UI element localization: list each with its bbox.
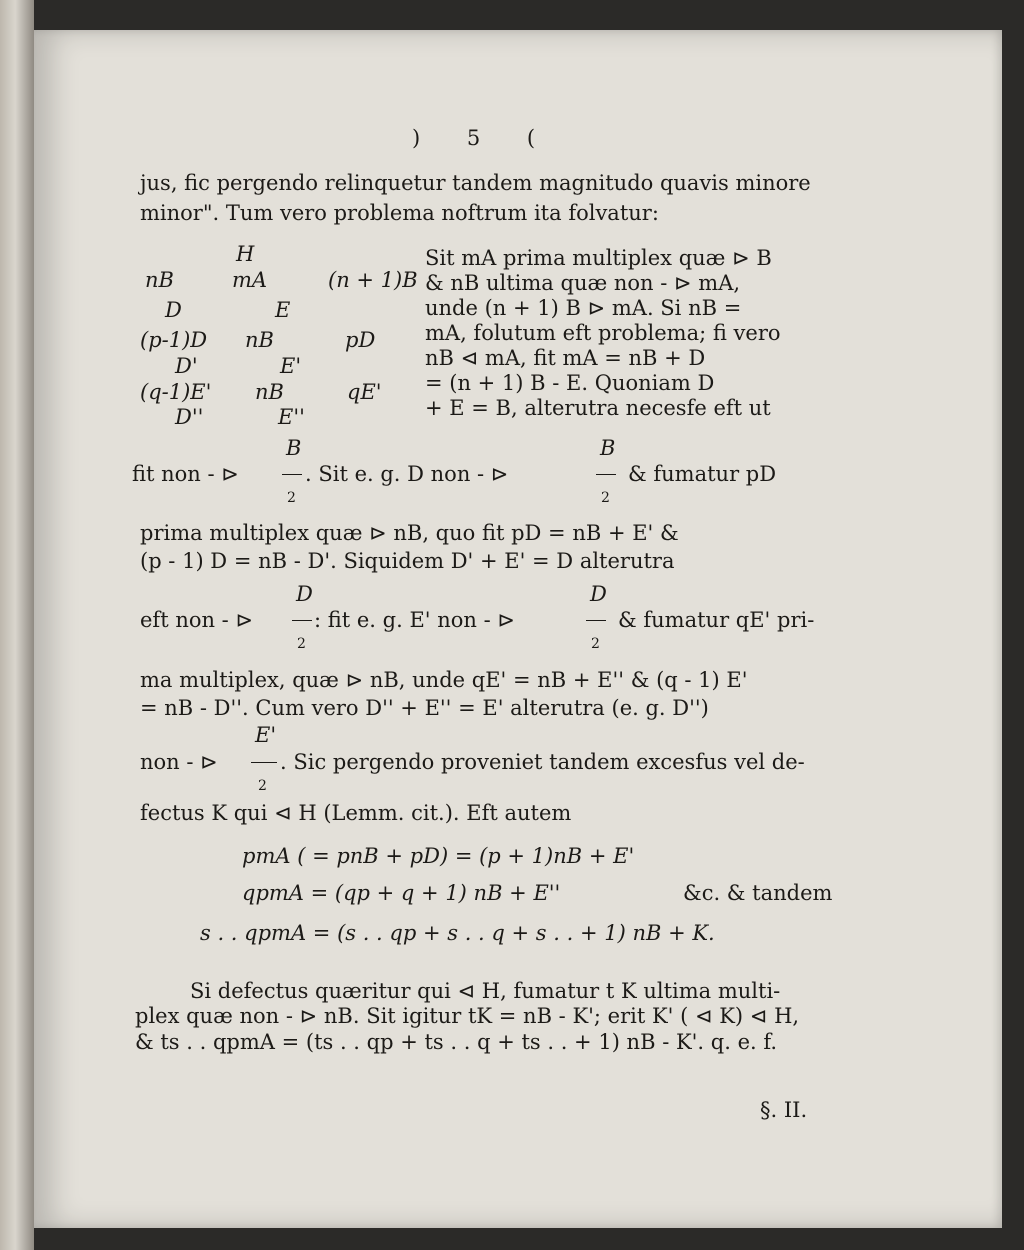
- diagram-label: H: [236, 242, 255, 266]
- fraction-bar: [586, 620, 606, 621]
- text-line: fit non - ⊳: [132, 462, 239, 486]
- diagram-label: E': [280, 354, 302, 378]
- text-line: unde (n + 1) B ⊳ mA. Si nB =: [425, 296, 742, 320]
- text-line: nB ⊲ mA, fit mA = nB + D: [425, 346, 706, 370]
- text-line: Sit mA prima multiplex quæ ⊳ B: [425, 246, 772, 270]
- text-line: & nB ultima quæ non - ⊳ mA,: [425, 271, 741, 295]
- diagram-label: (q-1)E': [140, 380, 212, 404]
- text-line: : fit e. g. E' non - ⊳: [314, 608, 515, 632]
- text-line: & ts . . qpmA = (ts . . qp + ts . . q + ts . . + 1) nB - K'. q. e. f.: [135, 1030, 778, 1054]
- text-line: prima multiplex quæ ⊳ nB, quo fit pD = nB + E' &: [140, 521, 679, 545]
- fraction-denominator: 2: [601, 490, 610, 506]
- fraction-bar: [282, 474, 302, 475]
- diagram-label: nB: [255, 380, 284, 404]
- text-line: . Sit e. g. D non - ⊳: [305, 462, 509, 486]
- diagram-label: D': [175, 354, 198, 378]
- fraction-bar: [596, 474, 616, 475]
- text-line: = nB - D''. Cum vero D'' + E'' = E' alterutra (e. g. D''): [140, 696, 709, 720]
- fraction-numerator: D: [296, 582, 313, 606]
- fraction-denominator: 2: [297, 636, 306, 652]
- diagram-label: E: [275, 298, 291, 322]
- text-line: (p - 1) D = nB - D'. Siquidem D' + E' = D alterutra: [140, 549, 675, 573]
- section-marker: §. II.: [760, 1098, 808, 1122]
- text-line: . Sic pergendo proveniet tandem excesfus vel de-: [280, 750, 805, 774]
- fraction-numerator: B: [286, 436, 302, 460]
- text-line: ma multiplex, quæ ⊳ nB, unde qE' = nB + E'' & (q - 1) E': [140, 668, 748, 692]
- diagram-label: (n + 1)B: [328, 268, 418, 292]
- fraction-bar: [251, 762, 277, 763]
- text-line: &c. & tandem: [683, 881, 833, 905]
- text-line: = (n + 1) B - E. Quoniam D: [425, 371, 715, 395]
- page-header: ) 5 (: [412, 126, 556, 150]
- diagram-label: D: [165, 298, 182, 322]
- text-line: Si defectus quæritur qui ⊲ H, fumatur t K ultima multi-: [190, 979, 781, 1003]
- diagram-label: qE': [347, 380, 382, 404]
- fraction-numerator: E': [255, 723, 277, 747]
- diagram-label: D'': [175, 405, 204, 429]
- text-line: + E = B, alterutra necesfe eft ut: [425, 396, 771, 420]
- text-line: fectus K qui ⊲ H (Lemm. cit.). Eft autem: [140, 801, 572, 825]
- diagram-label: pD: [345, 328, 376, 352]
- text-line: eft non - ⊳: [140, 608, 254, 632]
- text-line: jus, fic pergendo relinquetur tandem magnitudo quavis minore: [140, 171, 811, 195]
- diagram-label: mA: [232, 268, 268, 292]
- text-line: plex quæ non - ⊳ nB. Sit igitur tK = nB - K'; erit K' ( ⊲ K) ⊲ H,: [135, 1004, 800, 1028]
- fraction-denominator: 2: [591, 636, 600, 652]
- diagram-label: (p-1)D: [140, 328, 208, 352]
- text-line: & fumatur qE' pri-: [618, 608, 815, 632]
- text-line: mA, folutum eft problema; fi vero: [425, 321, 781, 345]
- text-line: minor". Tum vero problema noftrum ita folvatur:: [140, 201, 659, 225]
- diagram-label: E'': [278, 405, 305, 429]
- diagram-label: nB: [245, 328, 274, 352]
- equation-line: qpmA = (qp + q + 1) nB + E'': [242, 881, 561, 905]
- fraction-denominator: 2: [287, 490, 296, 506]
- fraction-numerator: D: [590, 582, 607, 606]
- equation-line: s . . qpmA = (s . . qp + s . . q + s . . + 1) nB + K.: [200, 921, 715, 945]
- diagram-label: nB: [145, 268, 174, 292]
- text-line: non - ⊳: [140, 750, 218, 774]
- book-spine: [0, 0, 34, 1250]
- text-line: & fumatur pD: [628, 462, 777, 486]
- fraction-bar: [292, 620, 312, 621]
- fraction-denominator: 2: [258, 778, 267, 794]
- equation-line: pmA ( = pnB + pD) = (p + 1)nB + E': [242, 844, 635, 868]
- fraction-numerator: B: [600, 436, 616, 460]
